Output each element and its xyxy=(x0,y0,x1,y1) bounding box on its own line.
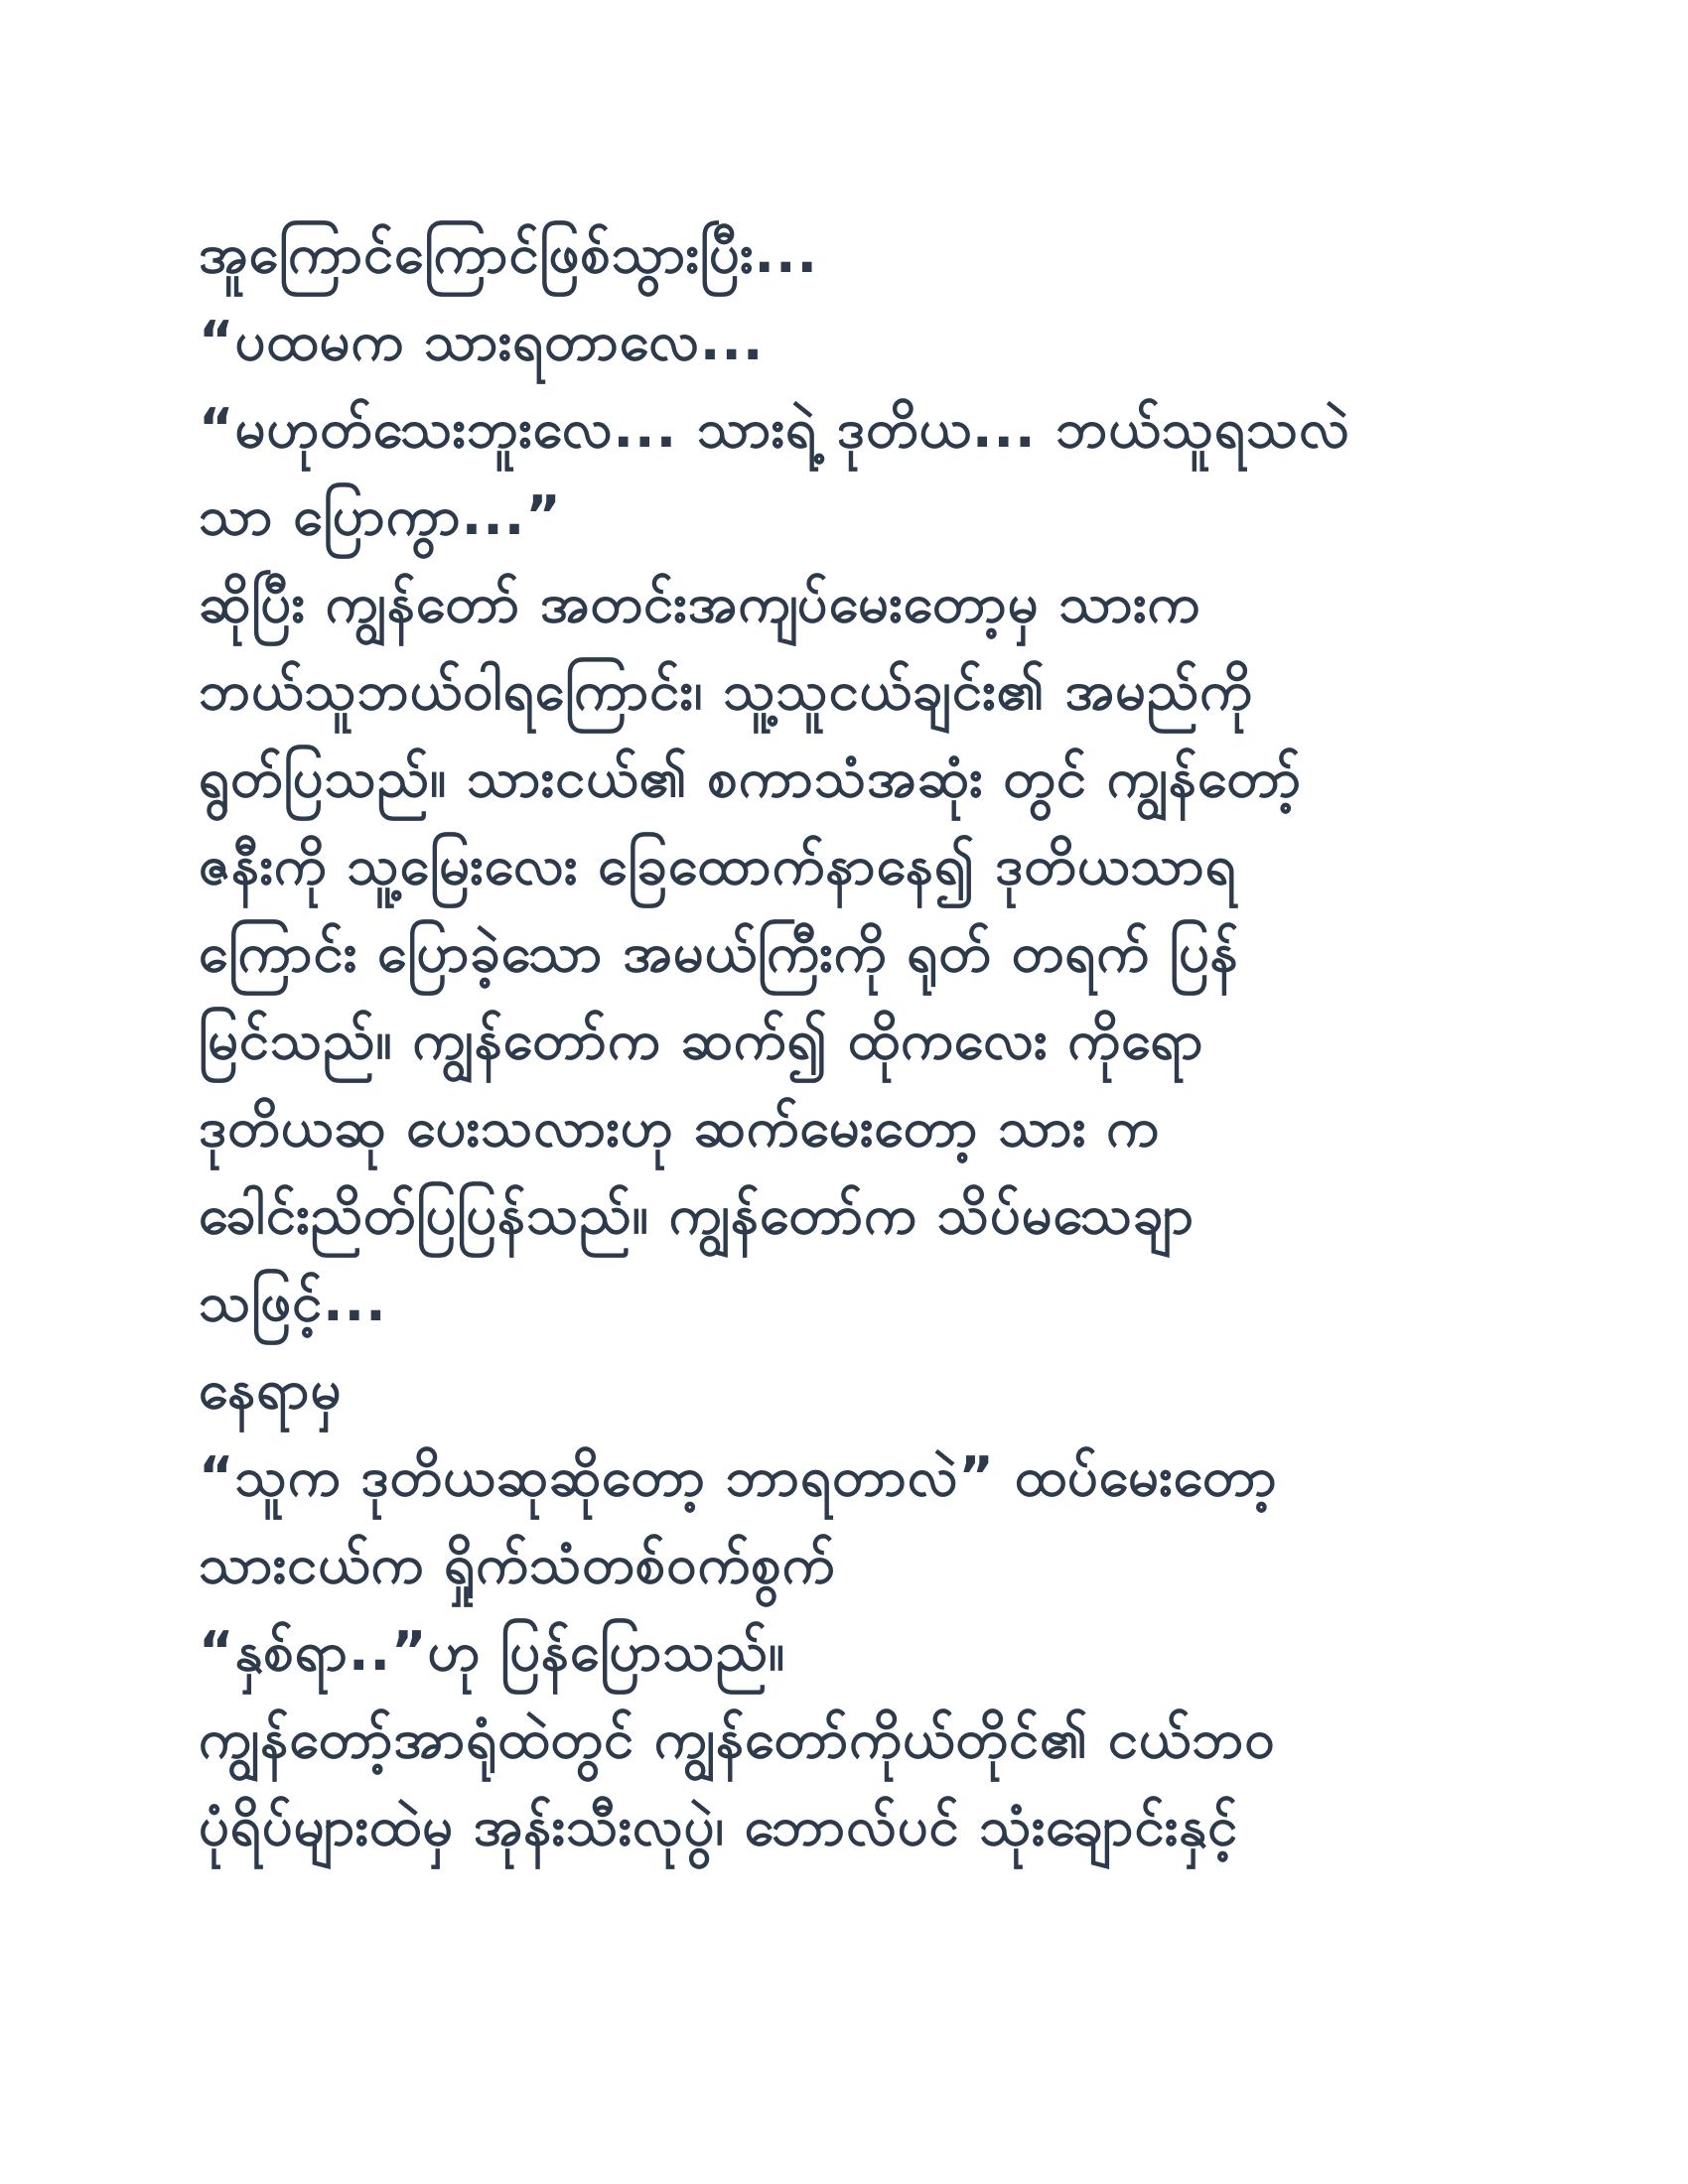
text-line: ဇနီးကို သူ့မြေးလေး ခြေထောက်နာနေ၍ ဒုတိယသာရ xyxy=(199,834,1237,896)
text-line: ကြောင်း ပြောခဲ့သော အမယ်ကြီးကို ရုတ် တရက် ပြန် xyxy=(199,921,1239,984)
text-line: သဖြင့်... xyxy=(199,1271,387,1333)
text-line: ပုံရိပ်များထဲမှ အုန်းသီးလုပွဲ၊ ဘောလ်ပင် သုံးချောင်းနှင့် xyxy=(199,1795,1239,1857)
text-line: ခေါင်းညိတ်ပြပြန်သည်။ ကျွန်တော်က သိပ်မသေချာ xyxy=(199,1183,1196,1246)
text-line: ရွတ်ပြသည်။ သားငယ်၏ စကာသံအဆုံး တွင် ကျွန်တော့် xyxy=(199,747,1303,809)
text-line: “နှစ်ရာ..”ဟု ပြန်ပြောသည်။ xyxy=(199,1620,786,1683)
text-line: “ပထမက သားရတာလေ... xyxy=(199,310,765,372)
document-page xyxy=(199,210,1509,1870)
text-line: သားငယ်က ရှိုက်သံတစ်ဝက်စွက် xyxy=(199,1533,836,1595)
text-line: အူကြောင်ကြောင်ဖြစ်သွားပြီး... xyxy=(199,222,818,285)
text-line: “မဟုတ်သေးဘူးလေ... သားရဲ့ ဒုတိယ... ဘယ်သူရသလဲ xyxy=(199,397,1350,460)
text-line: ဆိုပြီး ကျွန်တော် အတင်းအကျပ်မေးတော့မှ သားက xyxy=(199,572,1201,634)
text-line: ဘယ်သူဘယ်ဝါရကြောင်း၊ သူ့သူငယ်ချင်း၏ အမည်ကို xyxy=(199,659,1253,722)
text-line: ဒုတိယဆု ပေးသလားဟု ဆက်မေးတော့ သား က xyxy=(199,1096,1160,1159)
text-line: ကျွန်တော့်အာရုံထဲတွင် ကျွန်တော်ကိုယ်တိုင်၏ ငယ်ဘဝ xyxy=(199,1707,1276,1770)
text-line: နေရာမှ xyxy=(199,1358,343,1421)
text-line: “သူက ဒုတိယဆုဆိုတော့ ဘာရတာလဲ” ထပ်မေးတော့ xyxy=(199,1445,1278,1508)
text-line: သာ ပြောကွာ...” xyxy=(199,484,562,547)
text-line: မြင်သည်။ ကျွန်တော်က ဆက်၍ ထိုကလေး ကိုရော xyxy=(199,1009,1204,1071)
